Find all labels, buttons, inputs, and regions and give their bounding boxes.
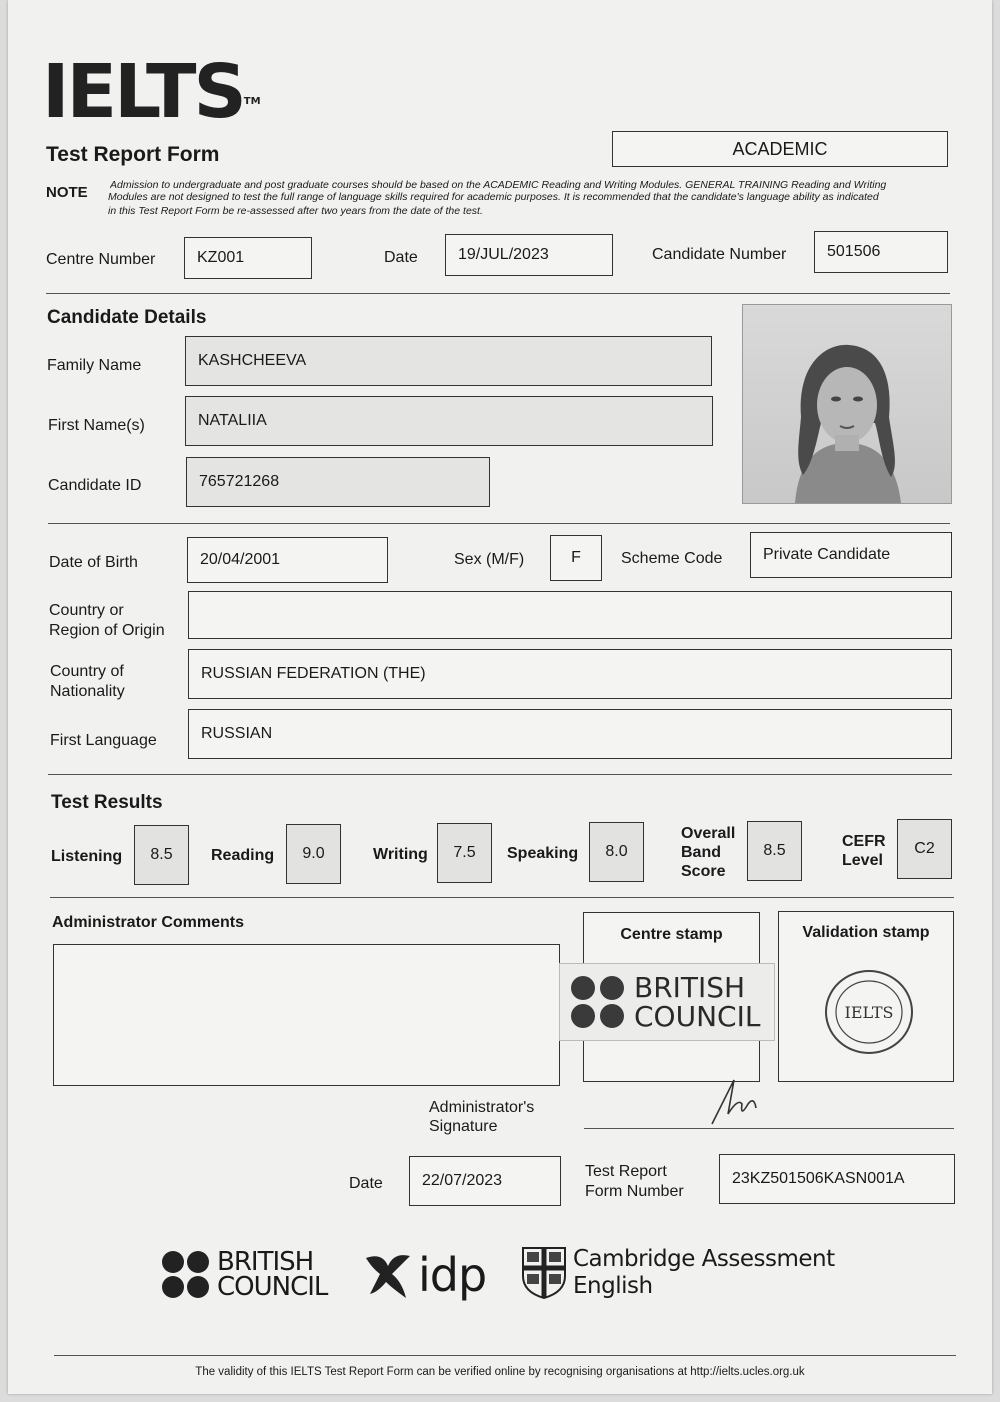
british-council-wordmark: BRITISH COUNCIL: [217, 1247, 328, 1302]
first-name-field: NATALIIA: [185, 396, 713, 446]
divider: [48, 774, 952, 775]
candidate-photo: [742, 304, 952, 504]
centre-number-field: KZ001: [184, 237, 312, 279]
origin-field: [188, 591, 952, 639]
british-council-dots-icon: [568, 974, 628, 1030]
validation-stamp-box: [778, 911, 954, 1082]
idp-bird-icon: [362, 1248, 414, 1302]
signature-label: Administrator's Signature: [429, 1099, 535, 1135]
divider: [48, 523, 950, 524]
sex-field: F: [550, 535, 602, 581]
dob-label: Date of Birth: [49, 554, 138, 571]
reading-label: Reading: [211, 847, 275, 864]
date-label: Date: [384, 249, 418, 266]
module-box: ACADEMIC: [612, 131, 948, 167]
idp-wordmark: idp: [418, 1248, 487, 1302]
test-report-form: [8, 0, 992, 1394]
british-council-dots-icon: [161, 1250, 211, 1300]
overall-score: 8.5: [747, 821, 802, 881]
note-label: NOTE: [46, 184, 88, 201]
first-language-label: First Language: [50, 732, 157, 749]
first-name-label: First Name(s): [48, 417, 145, 434]
note-line-1: Admission to undergraduate and post graduate courses should be based on the ACADEMIC Reading and Writing Modules. GENERAL TRAINING Reading and Writing: [110, 179, 887, 191]
date-field: 19/JUL/2023: [445, 234, 613, 276]
divider: [50, 897, 954, 898]
portrait-image: [743, 305, 951, 503]
candidate-number-label: Candidate Number: [652, 246, 787, 263]
validation-seal-icon: [823, 968, 915, 1056]
form-title: Test Report Form: [46, 143, 220, 166]
british-council-stamp: [559, 963, 775, 1041]
issue-date-field: 22/07/2023: [409, 1156, 561, 1206]
test-results-title: Test Results: [51, 792, 163, 813]
listening-score: 8.5: [134, 825, 189, 885]
candidate-id-field: 765721268: [186, 457, 490, 507]
nationality-label: Country of Nationality: [50, 663, 125, 700]
reading-score: 9.0: [286, 824, 341, 884]
centre-number-label: Centre Number: [46, 251, 156, 268]
british-council-logo: [161, 1247, 328, 1302]
note-line-3: in this Test Report Form be re-assessed after two years from the date of the test.: [108, 205, 483, 217]
candidate-number-field: 501506: [814, 231, 948, 273]
signature-line: [584, 1128, 954, 1129]
speaking-label: Speaking: [507, 845, 579, 862]
stamp-text: BRITISH COUNCIL: [634, 971, 761, 1033]
origin-label: Country or Region of Origin: [49, 602, 165, 639]
cambridge-logo: [521, 1246, 835, 1300]
cefr-level: C2: [897, 819, 952, 879]
overall-label: Overall Band Score: [681, 825, 736, 880]
note-line-2: Modules are not designed to test the full range of language skills required for academic purposes. It is recommended that the candidate's language ability as indicated: [108, 191, 879, 203]
idp-logo: [362, 1248, 486, 1302]
nationality-field: RUSSIAN FEDERATION (THE): [188, 649, 952, 699]
candidate-details-title: Candidate Details: [47, 307, 207, 328]
validation-stamp-label: Validation stamp: [802, 924, 930, 941]
divider: [46, 293, 950, 294]
validity-note: The validity of this IELTS Test Report Form can be verified online by recognising organisations at http://ielts.ucles.org.uk: [195, 1366, 805, 1378]
candidate-id-label: Candidate ID: [48, 477, 142, 494]
sex-label: Sex (M/F): [454, 551, 525, 568]
dob-field: 20/04/2001: [187, 537, 388, 583]
cefr-label: CEFR Level: [842, 833, 886, 869]
listening-label: Listening: [51, 848, 123, 865]
ielts-logo: IELTS™: [42, 49, 261, 135]
admin-comments-box: [53, 944, 560, 1086]
family-name-label: Family Name: [47, 357, 142, 374]
trf-number-label: Test Report Form Number: [585, 1163, 684, 1200]
cambridge-wordmark: Cambridge Assessment English: [573, 1246, 835, 1299]
scheme-code-label: Scheme Code: [621, 550, 723, 567]
issue-date-label: Date: [349, 1175, 383, 1192]
footer-divider: [54, 1355, 956, 1356]
writing-label: Writing: [373, 846, 428, 863]
writing-score: 7.5: [437, 823, 492, 883]
first-language-field: RUSSIAN: [188, 709, 952, 759]
cambridge-shield-icon: [521, 1246, 567, 1300]
family-name-field: KASHCHEEVA: [185, 336, 712, 386]
admin-comments-label: Administrator Comments: [52, 914, 245, 931]
centre-stamp-label: Centre stamp: [620, 926, 723, 943]
trf-number-field: 23KZ501506KASN001A: [719, 1154, 955, 1204]
speaking-score: 8.0: [589, 822, 644, 882]
svg-text:IELTS: IELTS: [844, 1003, 894, 1022]
signature-mark: [708, 1074, 768, 1130]
scheme-code-field: Private Candidate: [750, 532, 952, 578]
